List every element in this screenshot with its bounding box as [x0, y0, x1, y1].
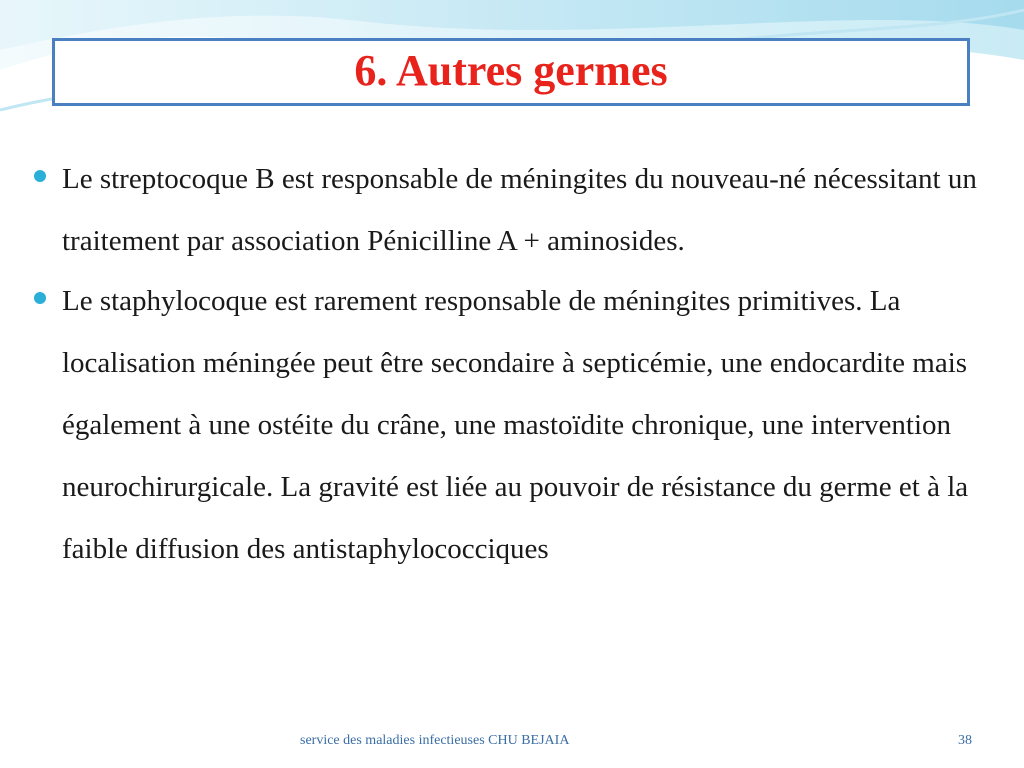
bullet-list: [30, 148, 990, 580]
footer-text: service des maladies infectieuses CHU BEJAIA: [300, 733, 570, 748]
bullet-item-1: [30, 148, 990, 272]
title-box: [52, 38, 970, 106]
slide-title: 6. Autres germes: [354, 46, 668, 95]
bullet-dot-icon: [34, 170, 46, 182]
page-number: 38: [958, 733, 972, 748]
bullet-item-2: [30, 270, 990, 580]
bullet-text-2: Le staphylocoque est rarement responsable de méningites primitives. La localisation méningée peut être secondaire à septicémie, une endocardite mais également à une ostéite du crâne, une mastoïdite chronique, une intervention neurochirurgicale. La gravité est liée au pouvoir de résistance du germe et à la faible diffusion des antistaphylococciques: [62, 285, 969, 565]
bullet-dot-icon: [34, 292, 46, 304]
bullet-text-1: Le streptocoque B est responsable de méningites du nouveau-né nécessitant un traitement par association Pénicilline A + aminosides.: [62, 163, 977, 257]
